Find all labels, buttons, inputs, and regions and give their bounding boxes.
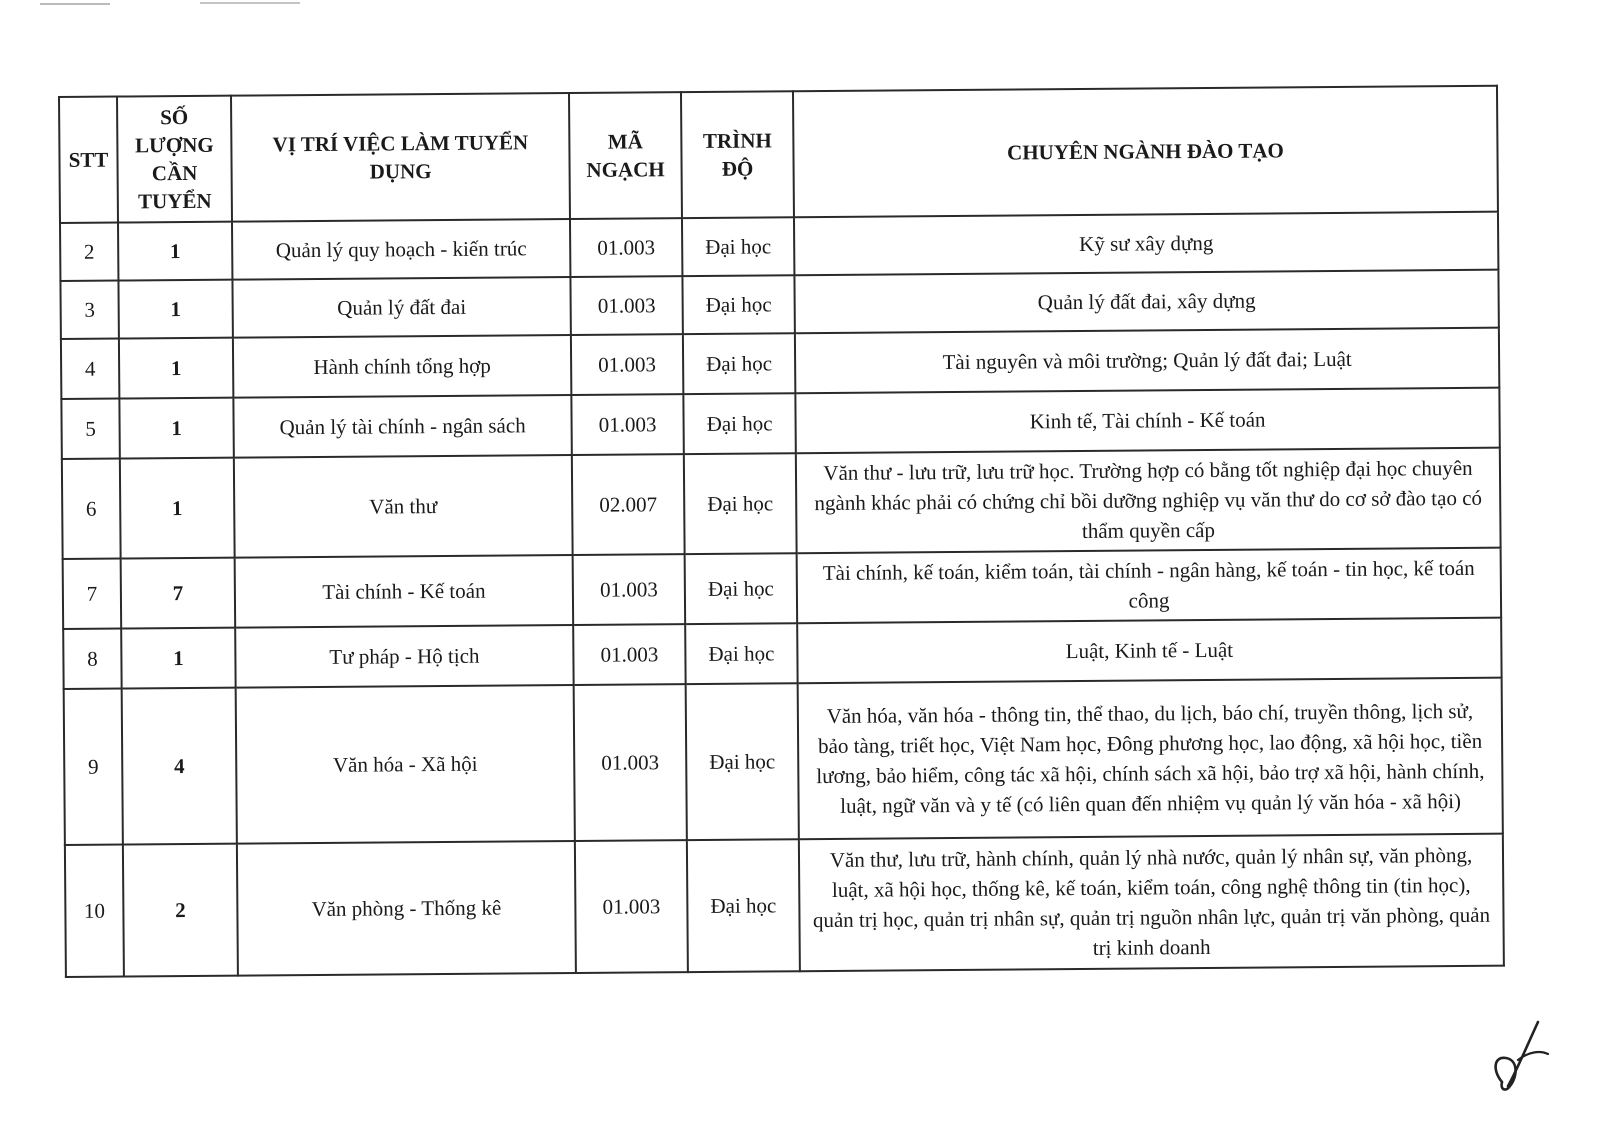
cell-trinh-do: Đại học <box>685 553 798 624</box>
cell-vi-tri: Hành chính tổng hợp <box>233 335 571 398</box>
cell-stt: 4 <box>61 339 119 399</box>
cell-trinh-do: Đại học <box>684 453 797 554</box>
recruitment-table-container <box>58 85 1503 978</box>
cell-ma-ngach: 01.003 <box>571 334 683 395</box>
cell-stt: 6 <box>62 459 121 559</box>
cell-so-luong: 1 <box>119 398 233 459</box>
cell-vi-tri: Tư pháp - Hộ tịch <box>235 625 573 688</box>
signature-mark <box>1488 1012 1554 1096</box>
cell-chuyen-nganh: Văn thư, lưu trữ, hành chính, quản lý nhà nước, quản lý nhân sự, văn phòng, luật, xã hội học, thống kê, kế toán, kiểm toán, công nghệ thông tin (tin học), quản trị học, quản trị nhân sự, quản trị nguồn nhân lực, quản trị văn phòng, quản trị kinh doanh <box>799 834 1504 972</box>
cell-chuyen-nganh: Văn hóa, văn hóa - thông tin, thể thao, du lịch, báo chí, truyền thông, lịch sử, bảo tàng, triết học, Việt Nam học, Đông phương học, lao động, xã hội học, tiền lương, bảo hiểm, công tác xã hội, chính sách xã hội, bảo trợ xã hội, hành chính, luật, ngữ văn và y tế (có liên quan đến nhiệm vụ quản lý văn hóa - xã hội) <box>798 678 1503 840</box>
cell-ma-ngach: 01.003 <box>571 394 683 455</box>
header-stt: STT <box>59 97 118 223</box>
table-row <box>65 834 1504 977</box>
table-row <box>61 328 1499 399</box>
cell-trinh-do: Đại học <box>682 275 794 334</box>
cell-chuyen-nganh: Kỹ sư xây dựng <box>794 212 1498 276</box>
header-vi-tri: VỊ TRÍ VIỆC LÀM TUYỂN DỤNG <box>231 93 570 222</box>
cell-stt: 8 <box>63 629 121 689</box>
cell-trinh-do: Đại học <box>683 333 795 394</box>
table-row <box>63 618 1501 689</box>
cell-so-luong: 1 <box>118 280 232 339</box>
header-so-luong: SỐ LƯỢNG CẦN TUYỂN <box>117 96 232 223</box>
header-trinh-do: TRÌNH ĐỘ <box>681 91 794 218</box>
cell-chuyen-nganh: Văn thư - lưu trữ, lưu trữ học. Trường hợp có bằng tốt nghiệp đại học chuyên ngành khác phải có chứng chỉ bồi dưỡng nghiệp vụ văn thư do cơ sở đào tạo có thẩm quyền cấp <box>796 448 1501 554</box>
cell-so-luong: 1 <box>121 628 235 689</box>
cell-ma-ngach: 01.003 <box>573 624 685 685</box>
cell-ma-ngach: 01.003 <box>575 840 688 973</box>
recruitment-table <box>58 85 1505 978</box>
cell-trinh-do: Đại học <box>683 393 795 454</box>
cell-chuyen-nganh: Kinh tế, Tài chính - Kế toán <box>795 388 1499 454</box>
cell-trinh-do: Đại học <box>687 839 800 972</box>
cell-chuyen-nganh: Tài chính, kế toán, kiểm toán, tài chính - ngân hàng, kế toán - tin học, kế toán công <box>797 548 1502 624</box>
cell-stt: 7 <box>63 559 122 629</box>
cell-ma-ngach: 01.003 <box>573 554 686 625</box>
table-row <box>64 678 1503 845</box>
cell-vi-tri: Văn phòng - Thống kê <box>237 841 576 976</box>
table-row <box>61 388 1499 459</box>
cell-so-luong: 7 <box>121 558 236 629</box>
cell-trinh-do: Đại học <box>686 683 799 840</box>
cell-chuyen-nganh: Quản lý đất đai, xây dựng <box>794 270 1498 334</box>
cell-ma-ngach: 01.003 <box>570 218 682 277</box>
cell-vi-tri: Văn thư <box>234 455 573 558</box>
cell-vi-tri: Quản lý quy hoạch - kiến trúc <box>232 219 570 280</box>
header-chuyen-nganh: CHUYÊN NGÀNH ĐÀO TẠO <box>793 86 1498 218</box>
cell-trinh-do: Đại học <box>682 217 794 276</box>
table-header-row <box>59 86 1498 223</box>
cell-chuyen-nganh: Luật, Kinh tế - Luật <box>797 618 1501 684</box>
scan-edge-marks <box>0 0 1600 12</box>
cell-so-luong: 1 <box>119 338 233 399</box>
cell-chuyen-nganh: Tài nguyên và môi trường; Quản lý đất đai; Luật <box>795 328 1499 394</box>
cell-vi-tri: Quản lý tài chính - ngân sách <box>233 395 571 458</box>
cell-vi-tri: Quản lý đất đai <box>232 277 570 338</box>
cell-vi-tri: Tài chính - Kế toán <box>235 555 574 628</box>
cell-stt: 10 <box>65 845 124 977</box>
cell-so-luong: 1 <box>120 458 235 559</box>
cell-stt: 2 <box>60 223 118 281</box>
cell-trinh-do: Đại học <box>685 623 797 684</box>
cell-so-luong: 4 <box>122 688 237 845</box>
table-row <box>63 548 1502 629</box>
header-ma-ngach: MÃ NGẠCH <box>569 92 682 219</box>
cell-vi-tri: Văn hóa - Xã hội <box>236 685 575 844</box>
cell-stt: 3 <box>60 281 118 339</box>
cell-stt: 9 <box>64 689 123 845</box>
cell-so-luong: 2 <box>123 844 238 977</box>
cell-stt: 5 <box>61 399 119 459</box>
cell-ma-ngach: 01.003 <box>570 276 682 335</box>
table-row <box>62 448 1501 559</box>
cell-so-luong: 1 <box>118 222 232 281</box>
cell-ma-ngach: 01.003 <box>574 684 687 841</box>
cell-ma-ngach: 02.007 <box>572 454 685 555</box>
